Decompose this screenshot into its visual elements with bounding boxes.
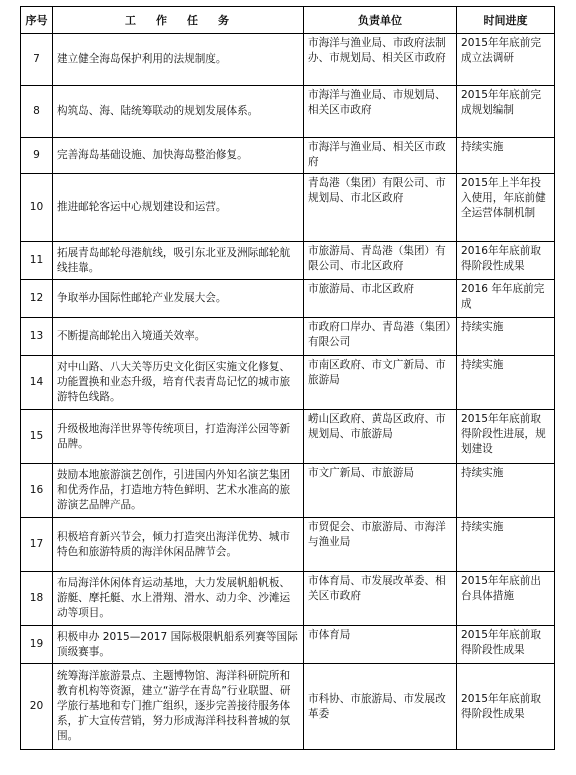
row-task: 不断提高邮轮出入境通关效率。	[53, 318, 304, 356]
row-unit: 市贸促会、市旅游局、市海洋与渔业局	[304, 518, 457, 572]
row-number: 18	[21, 572, 53, 626]
row-time: 2015年年底前出台具体措施	[457, 572, 555, 626]
table-row	[21, 242, 555, 280]
row-task: 完善海岛基础设施、加快海岛整治修复。	[53, 138, 304, 174]
row-time: 2015年上半年投入使用，年底前健全运营体制机制	[457, 174, 555, 242]
row-time: 2015年年底前取得阶段性进展，规划建设	[457, 410, 555, 464]
table-row	[21, 174, 555, 242]
row-unit: 青岛港（集团）有限公司、市规划局、市北区政府	[304, 174, 457, 242]
row-number: 15	[21, 410, 53, 464]
table-row	[21, 626, 555, 664]
table-row	[21, 410, 555, 464]
row-time: 2015年年底前完成规划编制	[457, 86, 555, 138]
table-row	[21, 318, 555, 356]
row-task: 构筑岛、海、陆统筹联动的规划发展体系。	[53, 86, 304, 138]
row-time: 2015年年底前取得阶段性成果	[457, 626, 555, 664]
row-number: 9	[21, 138, 53, 174]
table-row	[21, 518, 555, 572]
row-unit: 崂山区政府、黄岛区政府、市规划局、市旅游局	[304, 410, 457, 464]
row-unit: 市海洋与渔业局、市规划局、相关区市政府	[304, 86, 457, 138]
row-time: 2015年年底前取得阶段性成果	[457, 664, 555, 750]
row-task: 拓展青岛邮轮母港航线，吸引东北亚及洲际邮轮航线挂靠。	[53, 242, 304, 280]
row-unit: 市南区政府、市文广新局、市旅游局	[304, 356, 457, 410]
row-time: 2015年年底前完成立法调研	[457, 34, 555, 86]
row-time: 持续实施	[457, 318, 555, 356]
header-unit: 负责单位	[304, 7, 457, 34]
table-header-row	[21, 7, 555, 34]
row-number: 7	[21, 34, 53, 86]
row-number: 8	[21, 86, 53, 138]
table-row	[21, 464, 555, 518]
task-table	[20, 6, 555, 750]
row-number: 14	[21, 356, 53, 410]
table-row	[21, 664, 555, 750]
row-unit: 市旅游局、市北区政府	[304, 280, 457, 318]
row-number: 19	[21, 626, 53, 664]
header-seq: 序号	[21, 7, 53, 34]
row-number: 13	[21, 318, 53, 356]
row-unit: 市体育局	[304, 626, 457, 664]
row-task: 积极培育新兴节会，倾力打造突出海洋优势、城市特色和旅游特质的海洋休闲品牌节会。	[53, 518, 304, 572]
table-row	[21, 572, 555, 626]
row-number: 16	[21, 464, 53, 518]
row-time: 持续实施	[457, 356, 555, 410]
row-task: 统筹海洋旅游景点、主题博物馆、海洋科研院所和教育机构等资源，建立“游学在青岛”行业联盟、研学旅行基地和专门推广组织，逐步完善接待服务体系，扩大宣传营销，努力形成海洋科技科普城的氛围。	[53, 664, 304, 750]
table-row	[21, 86, 555, 138]
row-unit: 市体育局、市发展改革委、相关区市政府	[304, 572, 457, 626]
row-time: 2016 年年底前完成	[457, 280, 555, 318]
row-task: 积极申办 2015—2017 国际极限帆船系列赛等国际顶级赛事。	[53, 626, 304, 664]
row-unit: 市旅游局、青岛港（集团）有限公司、市北区政府	[304, 242, 457, 280]
row-unit: 市科协、市旅游局、市发展改革委	[304, 664, 457, 750]
table-row	[21, 34, 555, 86]
row-unit: 市海洋与渔业局、市政府法制办、市规划局、相关区市政府	[304, 34, 457, 86]
row-number: 17	[21, 518, 53, 572]
header-task: 工作任务	[53, 7, 304, 34]
row-time: 持续实施	[457, 138, 555, 174]
table-row	[21, 138, 555, 174]
row-unit: 市海洋与渔业局、相关区市政府	[304, 138, 457, 174]
row-task: 推进邮轮客运中心规划建设和运营。	[53, 174, 304, 242]
row-time: 持续实施	[457, 518, 555, 572]
row-task: 鼓励本地旅游演艺创作，引进国内外知名演艺集团和优秀作品，打造地方特色鲜明、艺术水准高的旅游演艺品牌产品。	[53, 464, 304, 518]
header-time: 时间进度	[457, 7, 555, 34]
row-number: 20	[21, 664, 53, 750]
row-unit: 市政府口岸办、青岛港（集团）有限公司	[304, 318, 457, 356]
row-task: 升级极地海洋世界等传统项目，打造海洋公园等新品牌。	[53, 410, 304, 464]
row-task: 布局海洋休闲体育运动基地，大力发展帆船帆板、游艇、摩托艇、水上滑翔、滑水、动力伞、沙滩运动等项目。	[53, 572, 304, 626]
row-number: 11	[21, 242, 53, 280]
row-time: 2016年年底前取得阶段性成果	[457, 242, 555, 280]
row-task: 建立健全海岛保护利用的法规制度。	[53, 34, 304, 86]
table-row	[21, 356, 555, 410]
table-row	[21, 280, 555, 318]
row-unit: 市文广新局、市旅游局	[304, 464, 457, 518]
row-number: 10	[21, 174, 53, 242]
row-time: 持续实施	[457, 464, 555, 518]
row-number: 12	[21, 280, 53, 318]
row-task: 争取举办国际性邮轮产业发展大会。	[53, 280, 304, 318]
row-task: 对中山路、八大关等历史文化街区实施文化修复、功能置换和业态升级，培育代表青岛记忆的城市旅游特色线路。	[53, 356, 304, 410]
